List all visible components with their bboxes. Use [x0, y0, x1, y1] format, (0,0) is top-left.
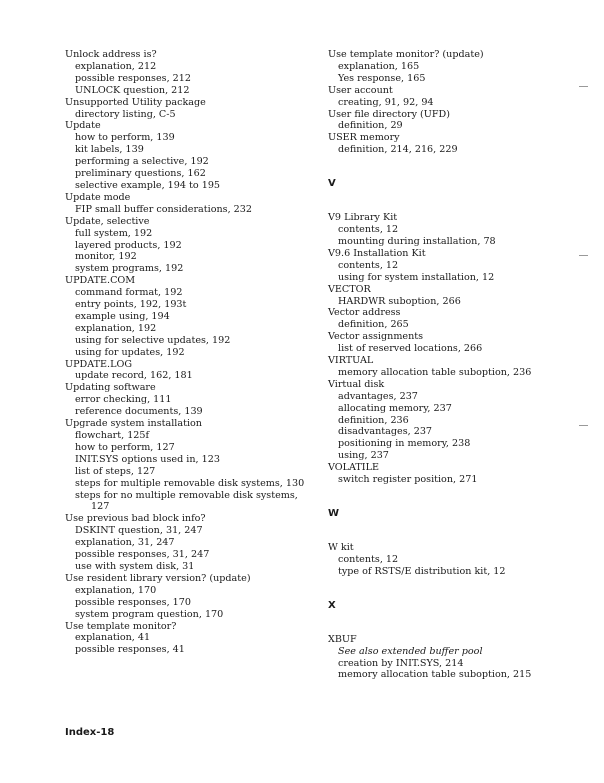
index-subentry: explanation, 41	[75, 632, 151, 644]
index-subentry: contents, 12	[338, 224, 399, 236]
index-subentry: using for updates, 192	[75, 346, 185, 358]
index-subentry: list of reserved locations, 266	[338, 343, 483, 355]
index-heading: Use template monitor?	[65, 620, 177, 632]
index-heading: Unsupported Utility package	[65, 96, 206, 108]
index-subentry: advantages, 237	[338, 390, 418, 402]
index-subentry: explanation, 192	[75, 322, 157, 334]
index-heading: Unlock address is?	[65, 49, 157, 60]
index-subentry: positioning in memory, 238	[338, 438, 471, 450]
index-heading: Vector assignments	[328, 331, 424, 343]
section-w-entries	[328, 542, 588, 578]
index-subentry: monitor, 192	[75, 251, 137, 263]
index-subentry: HARDWR suboption, 266	[338, 295, 461, 307]
section-letter-v: V	[328, 178, 336, 190]
index-subentry: layered products, 192	[75, 239, 182, 251]
section-letter-x: X	[328, 599, 336, 611]
right-top-entries	[328, 49, 588, 156]
index-heading: UPDATE.COM	[65, 275, 136, 287]
index-heading: Use resident library version? (update)	[65, 572, 251, 584]
index-subentry: memory allocation table suboption, 215	[338, 669, 532, 681]
index-subentry: explanation, 170	[75, 584, 157, 596]
index-subentry: system programs, 192	[75, 263, 184, 275]
index-subentry: possible responses, 170	[75, 596, 191, 608]
index-heading: W kit	[328, 542, 354, 553]
index-heading: USER memory	[328, 132, 400, 144]
index-heading: VECTOR	[328, 283, 371, 295]
index-heading: Update, selective	[65, 215, 150, 227]
index-heading: VOLATILE	[328, 462, 379, 474]
index-subentry: update record, 162, 181	[75, 370, 193, 382]
index-subentry: allocating memory, 237	[338, 402, 452, 414]
index-subentry: preliminary questions, 162	[75, 168, 206, 180]
section-x-entries	[328, 634, 588, 682]
index-heading: Use previous bad block info?	[65, 513, 206, 525]
index-heading: VIRTUAL	[328, 355, 374, 367]
index-heading: V9.6 Installation Kit	[328, 247, 426, 259]
index-heading: Upgrade system installation	[65, 418, 202, 430]
index-subentry: possible responses, 212	[75, 72, 191, 84]
index-heading: Updating software	[65, 382, 156, 394]
index-heading: Use template monitor? (update)	[328, 49, 484, 60]
index-subentry: Yes response, 165	[338, 72, 426, 84]
index-subentry: 127	[91, 501, 110, 513]
index-subentry: command format, 192	[75, 287, 183, 299]
margin-mark	[579, 86, 588, 87]
index-subentry: performing a selective, 192	[75, 156, 209, 168]
index-subentry: creating, 91, 92, 94	[338, 96, 434, 108]
index-heading: Vector address	[328, 307, 401, 319]
index-subentry: reference documents, 139	[75, 406, 203, 418]
index-subentry: using for system installation, 12	[338, 271, 495, 283]
margin-mark	[579, 425, 588, 426]
index-subentry: explanation, 212	[75, 60, 157, 72]
index-subentry: how to perform, 139	[75, 132, 175, 144]
index-subentry: switch register position, 271	[338, 474, 478, 486]
index-heading: UPDATE.LOG	[65, 358, 132, 370]
index-subentry: kit labels, 139	[75, 144, 144, 156]
index-subentry: definition, 29	[338, 120, 403, 132]
index-subentry: INIT.SYS options used in, 123	[75, 453, 220, 465]
index-heading: V9 Library Kit	[328, 212, 398, 224]
index-subentry: using, 237	[338, 450, 389, 462]
index-heading: Virtual disk	[328, 378, 385, 390]
index-subentry: directory listing, C-5	[75, 108, 176, 120]
index-subentry: full system, 192	[75, 227, 153, 239]
index-subentry: using for selective updates, 192	[75, 334, 231, 346]
index-subentry: entry points, 192, 193t	[75, 299, 187, 311]
page-number: Index-18	[65, 727, 115, 738]
index-subentry: explanation, 165	[338, 60, 420, 72]
index-subentry: example using, 194	[75, 310, 170, 322]
index-subentry: possible responses, 41	[75, 644, 185, 656]
section-letter-w: W	[328, 508, 340, 519]
index-heading: User account	[328, 84, 393, 96]
index-subentry: use with system disk, 31	[75, 560, 195, 572]
index-subentry: possible responses, 31, 247	[75, 549, 210, 561]
index-heading: XBUF	[328, 633, 357, 645]
index-subentry: steps for multiple removable disk systems, 130	[75, 477, 305, 489]
index-subentry: explanation, 31, 247	[75, 537, 175, 549]
margin-mark	[579, 255, 588, 256]
right-index-column	[328, 49, 588, 681]
left-index-column	[65, 49, 325, 656]
index-subentry: type of RSTS/E distribution kit, 12	[338, 565, 506, 577]
index-subentry: See also extended buffer pool	[338, 645, 483, 657]
index-subentry: definition, 236	[338, 414, 409, 426]
index-subentry: definition, 265	[338, 319, 409, 331]
index-subentry: selective example, 194 to 195	[75, 179, 221, 191]
index-subentry: flowchart, 125f	[75, 430, 150, 441]
index-heading: Update mode	[65, 191, 131, 203]
index-subentry: creation by INIT.SYS, 214	[338, 657, 464, 669]
index-subentry: disadvantages, 237	[338, 426, 433, 438]
index-subentry: system program question, 170	[75, 608, 224, 620]
index-subentry: mounting during installation, 78	[338, 235, 496, 247]
index-heading: Update	[65, 120, 101, 132]
index-subentry: error checking, 111	[75, 394, 172, 406]
index-heading: User file directory (UFD)	[328, 108, 450, 120]
index-subentry: UNLOCK question, 212	[75, 84, 190, 96]
index-subentry: list of steps, 127	[75, 465, 156, 477]
index-subentry: steps for no multiple removable disk systems,	[75, 489, 298, 501]
index-subentry: DSKINT question, 31, 247	[75, 525, 203, 537]
index-subentry: definition, 214, 216, 229	[338, 144, 458, 156]
index-subentry: contents, 12	[338, 553, 399, 565]
index-subentry: FIP small buffer considerations, 232	[75, 203, 252, 215]
index-subentry: contents, 12	[338, 259, 399, 271]
index-subentry: how to perform, 127	[75, 441, 175, 453]
section-v-entries	[328, 212, 588, 486]
index-subentry: memory allocation table suboption, 236	[338, 366, 532, 378]
